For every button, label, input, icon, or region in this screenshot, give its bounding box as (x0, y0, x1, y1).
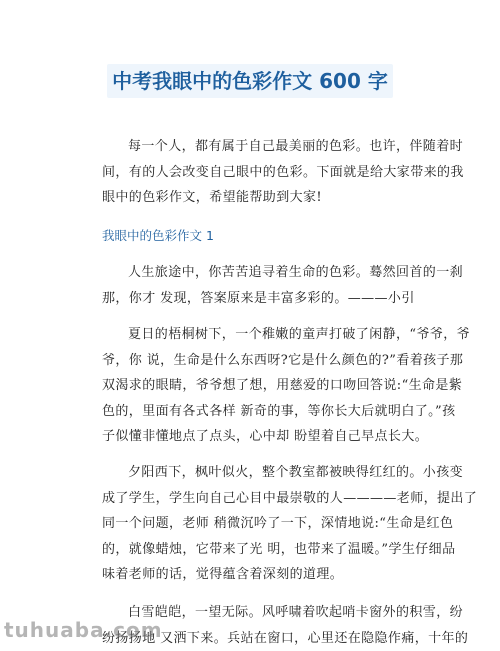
text-line: 爷，你 说，生命是什么东西呀?它是什么颜色的?”看着孩子那 (102, 348, 424, 374)
page-title: 中考我眼中的色彩作文 600 字 (107, 64, 393, 98)
text-line: 每一个人，都有属于自己最美丽的色彩。也许，伴随着时 (102, 134, 424, 160)
text-line: 色的，里面有各式各样 新奇的事，等你长大后就明白了。”孩 (102, 399, 424, 425)
title-banner (107, 64, 393, 98)
text-line: 的，就像蜡烛，它带来了光 明，也带来了温暖。”学生仔细品 (102, 537, 424, 563)
watermark: tuhuaba.com (4, 618, 163, 642)
text-line: 夕阳西下，枫叶似火，整个教室都被映得红红的。小孩变 (102, 460, 424, 486)
text-line: 纷扬扬地 又洒下来。兵站在窗口，心里还在隐隐作痛，十年的 (102, 626, 424, 651)
text-line: 眼中的色彩作文，希望能帮助到大家! (102, 185, 424, 211)
paragraph-3 (102, 460, 424, 588)
text-line: 子似懂非懂地点了点头，心中却 盼望着自己早点长大。 (102, 424, 424, 450)
intro-paragraph (102, 134, 424, 211)
text-line: 夏日的梧桐树下，一个稚嫩的童声打破了闲静，“爷爷，爷 (102, 322, 424, 348)
text-line: 白雪皑皑，一望无际。风呼啸着吹起哨卡窗外的积雪，纷 (102, 600, 424, 626)
text-line: 间，有的人会改变自己眼中的色彩。下面就是给大家带来的我 (102, 160, 424, 186)
text-line: 双渴求的眼睛，爷爷想了想，用慈爱的口吻回答说:“生命是紫 (102, 373, 424, 399)
text-line: 味着老师的话，觉得蕴含着深刻的道理。 (102, 562, 424, 588)
paragraph-2 (102, 322, 424, 450)
text-line: 成了学生，学生向自己心目中最崇敬的人————老师，提出了 (102, 486, 424, 512)
text-line: 那，你才 发现，答案原来是丰富多彩的。———小引 (102, 286, 424, 312)
text-line: 同一个问题，老师 稍微沉吟了一下，深情地说:“生命是红色 (102, 511, 424, 537)
paragraph-1 (102, 260, 424, 311)
section-heading: 我眼中的色彩作文 1 (102, 226, 214, 244)
text-line: 人生旅途中，你苦苦追寻着生命的色彩。蓦然回首的一刹 (102, 260, 424, 286)
